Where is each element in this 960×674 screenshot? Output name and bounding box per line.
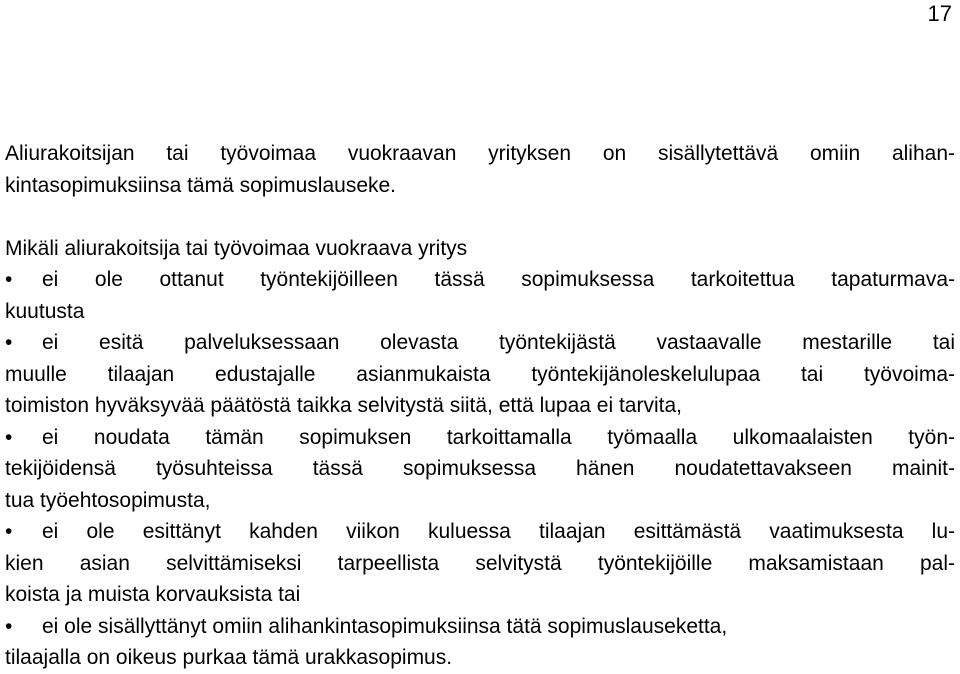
text-line: ei noudata tämän sopimuksen tarkoittamalla työmaalla ulkomaalaisten työn- [42, 425, 955, 449]
text-line: kuutusta [5, 299, 85, 323]
bullet-list-item [5, 516, 955, 611]
bullet-list-item [5, 611, 955, 674]
text-line: ei ole sisällyttänyt omiin alihankintasopimuksiinsa tätä sopimuslauseketta, [42, 614, 728, 638]
text-line: muulle tilaajan edustajalle asianmukaista työntekijänoleskelulupaa tai työvoima- [5, 362, 955, 386]
bullet-icon: • [5, 614, 13, 638]
text-line: koista ja muista korvauksista tai [5, 583, 301, 606]
conditions-intro: Mikäli aliurakoitsija tai työvoimaa vuokraava yritys [5, 236, 468, 260]
text-line: kintasopimuksiinsa tämä sopimuslauseke. [5, 173, 397, 197]
text-line: ei esitä palveluksessaan olevasta työntekijästä vastaavalle mestarille tai [42, 331, 955, 354]
paragraph-conditions [5, 233, 955, 674]
bullet-icon: • [5, 425, 13, 449]
bullet-list-item [5, 327, 955, 422]
bullet-list-item [5, 422, 955, 517]
text-line: kien asian selvittämiseksi tarpeellista selvitystä työntekijöille maksamistaan pal- [5, 551, 955, 575]
text-line: tua työehtosopimusta, [5, 488, 211, 512]
paragraph-subcontractor-clause [5, 138, 955, 201]
text-line: tekijöidensä työsuhteissa tässä sopimuksessa hänen noudatettavakseen mainit- [5, 457, 955, 480]
text-line: ei ole ottanut työntekijöilleen tässä sopimuksessa tarkoitettua tapaturmava- [42, 268, 955, 291]
document-body [5, 138, 955, 674]
bullet-list-item [5, 264, 955, 327]
text-line: toimiston hyväksyvää päätöstä taikka selvitystä siitä, että lupaa ei tarvita, [5, 394, 682, 417]
page-number: 17 [927, 1, 952, 26]
text-line: ei ole esittänyt kahden viikon kuluessa tilaajan esittämästä vaatimuksesta lu- [42, 520, 955, 543]
text-line: tilaajalla on oikeus purkaa tämä urakkasopimus. [5, 646, 453, 669]
bullet-icon: • [5, 520, 13, 543]
bullet-icon: • [5, 331, 13, 354]
text-line: Aliurakoitsijan tai työvoimaa vuokraavan yrityksen on sisällytettävä omiin alihan- [5, 142, 955, 165]
bullet-icon: • [5, 268, 13, 291]
